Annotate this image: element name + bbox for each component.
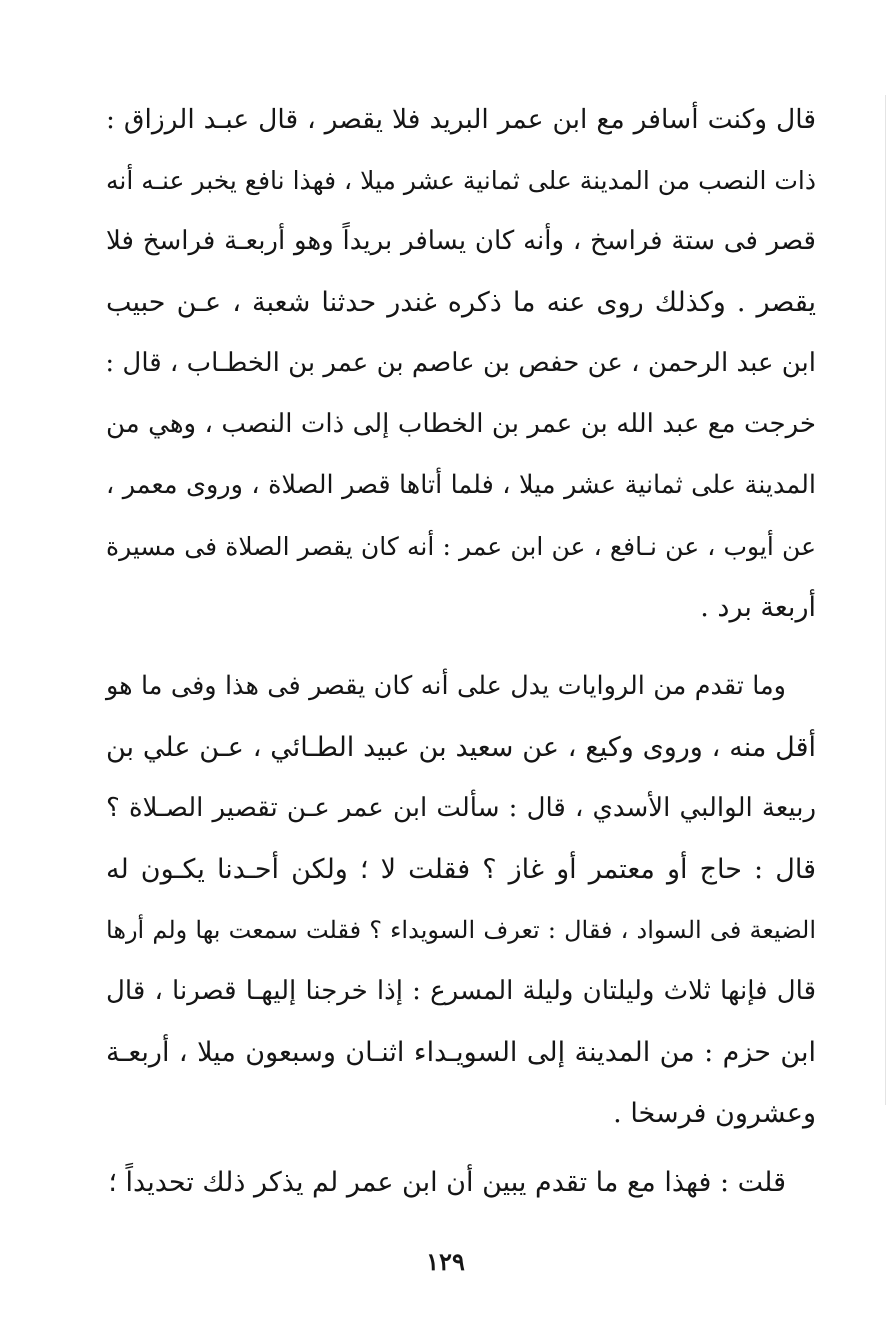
text-line: قصر فى ستة فراسخ ، وأنه كان يسافر بريداً وهو أربعـة فراسخ فلا — [106, 226, 816, 256]
text-line: قال : حاج أو معتمر أو غاز ؟ فقلت لا ؛ ولكن أحـدنا يكـون له — [106, 854, 816, 885]
text-line: خرجت مع عبد الله بن عمر بن الخطاب إلى ذات النصب ، وهي من — [106, 409, 816, 439]
text-line: قلت : فهذا مع ما تقدم يبين أن ابن عمر لم يذكر ذلك تحديداً ؛ — [108, 1167, 786, 1198]
text-line: أربعة برد . — [700, 592, 816, 623]
text-line: يقصر . وكذلك روى عنه ما ذكره غندر حدثنا شعبة ، عـن حبيب — [106, 287, 816, 318]
text-line: ربيعة الوالبي الأسدي ، قال : سألت ابن عمر عـن تقصير الصـلاة ؟ — [106, 793, 816, 823]
text-line: قال فإنها ثلاث وليلتان وليلة المسرع : إذا خرجنا إليهـا قصرنا ، قال — [106, 976, 816, 1006]
text-line: قال وكنت أسافر مع ابن عمر البريد فلا يقصر ، قال عبـد الرزاق : — [106, 104, 816, 135]
page-number: ١٢٩ — [426, 1247, 465, 1276]
text-line: وعشرون فرسخا . — [613, 1098, 816, 1129]
text-line: وما تقدم من الروايات يدل على أنه كان يقصر فى هذا وفى ما هو — [106, 671, 786, 701]
text-line: ذات النصب من المدينة على ثمانية عشر ميلا ، فهذا نافع يخبر عنـه أنه — [106, 166, 816, 195]
paragraph-2 — [106, 656, 816, 1144]
paragraph-3 — [106, 1152, 816, 1213]
text-line: عن أيوب ، عن نـافع ، عن ابن عمر : أنه كان يقصر الصلاة فى مسيرة — [106, 532, 816, 561]
text-line: ابن حزم : من المدينة إلى السويـداء اثنـان وسبعون ميلا ، أربعـة — [106, 1037, 816, 1068]
text-line: أقل منه ، وروى وكيع ، عن سعيد بن عبيد الطـائي ، عـن علي بن — [106, 732, 816, 763]
text-line: الضيعة فى السواد ، فقال : تعرف السويداء ؟ فقلت سمعت بها ولم أرها — [106, 916, 816, 944]
paragraph-1 — [106, 89, 816, 638]
text-line: المدينة على ثمانية عشر ميلا ، فلما أتاها قصر الصلاة ، وروى معمر ، — [106, 470, 816, 500]
text-line: ابن عبد الرحمن ، عن حفص بن عاصم بن عمر بن الخطـاب ، قال : — [105, 348, 816, 378]
page-edge-mark — [885, 95, 886, 1105]
